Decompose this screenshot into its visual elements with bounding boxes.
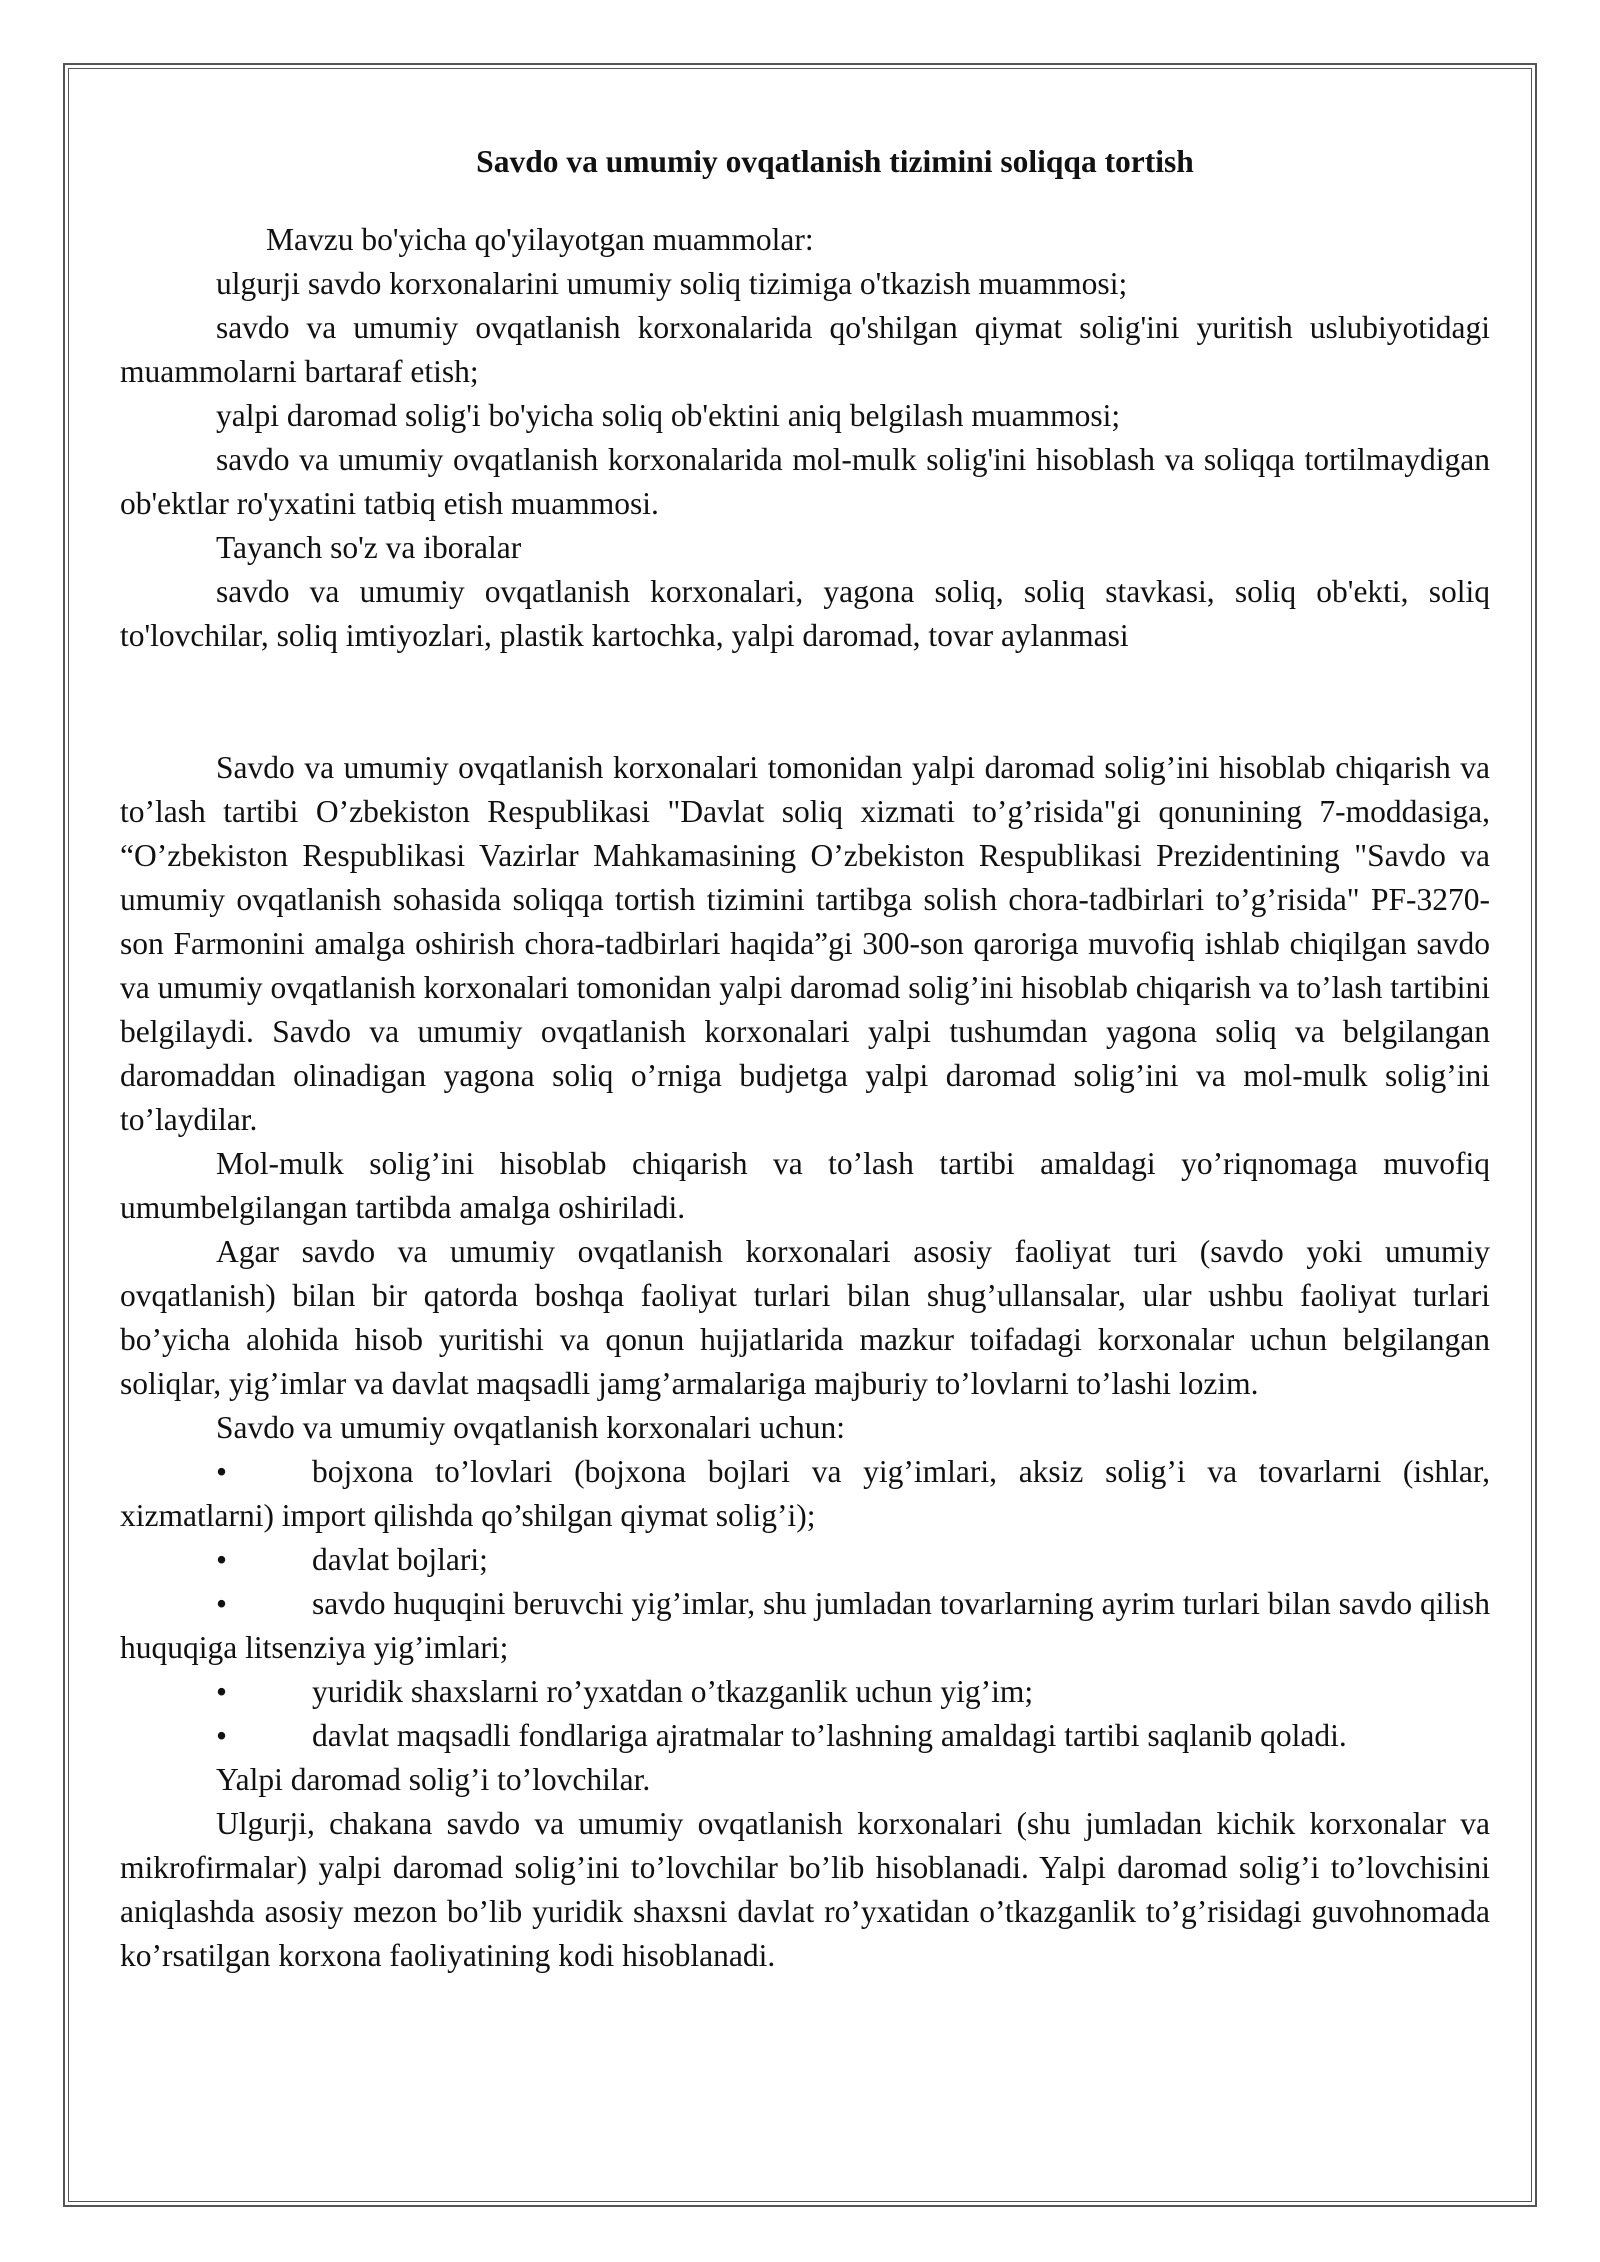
body-paragraph: Ulgurji, chakana savdo va umumiy ovqatlanish korxonalari (shu jumladan kichik korxonalar va mikrofirmalar) yalpi daromad solig’ini to’lovchilar bo’lib hisoblanadi. Yalpi daromad solig’i to’lovchisini aniqlashda asosiy mezon bo’lib yuridik shaxsni davlat ro’yxatidan o’tkazganlik to’g’risidagi guvohnomada ko’rsatilgan korxona faoliyatining kodi hisoblanadi. xyxy=(120,1806,1490,1973)
bullet-text: savdo huquqini beruvchi yig’imlar, shu jumladan tovarlarning ayrim turlari bilan savdo qilish huquqiga litsenziya yig’imlari; xyxy=(120,1586,1491,1665)
bullet-item xyxy=(120,1582,1490,1670)
problem-item: savdo va umumiy ovqatlanish korxonalarida mol-mulk solig'ini hisoblash va soliqqa tortilmaydigan ob'ektlar ro'yxatini tatbiq etish muammosi. xyxy=(120,442,1490,521)
bullet-text: davlat bojlari; xyxy=(312,1542,488,1577)
bullet-marker: • xyxy=(216,1718,228,1753)
bullet-text: davlat maqsadli fondlariga ajratmalar to’lashning amaldagi tartibi saqlanib qoladi. xyxy=(312,1718,1347,1753)
body-paragraph: Savdo va umumiy ovqatlanish korxonalari uchun: xyxy=(216,1410,846,1445)
bullet-item xyxy=(120,1670,1490,1714)
bullet-item xyxy=(120,1450,1490,1538)
body-paragraph: Mol-mulk solig’ini hisoblab chiqarish va to’lash tartibi amaldagi yo’riqnomaga muvofiq umumbelgilangan tartibda amalga oshiriladi. xyxy=(120,1146,1490,1225)
bullet-marker: • xyxy=(216,1586,228,1621)
keywords-heading: Tayanch so'z va iboralar xyxy=(216,530,522,565)
bullet-marker: • xyxy=(216,1542,228,1577)
document-title: Savdo va umumiy ovqatlanish tizimini soliqqa tortish xyxy=(476,144,1194,179)
section-spacer xyxy=(120,658,1490,746)
bullet-item xyxy=(120,1538,1490,1582)
bullet-marker: • xyxy=(216,1674,228,1709)
keywords-text: savdo va umumiy ovqatlanish korxonalari, yagona soliq, soliq stavkasi, soliq ob'ekti, soliq to'lovchilar, soliq imtiyozlari, plastik kartochka, yalpi daromad, tovar aylanmasi xyxy=(120,574,1490,653)
bullet-text: yuridik shaxslarni ro’yxatdan o’tkazganlik uchun yig’im; xyxy=(312,1674,1034,1709)
problems-heading: Mavzu bo'yicha qo'yilayotgan muammolar: xyxy=(266,222,814,257)
document-body xyxy=(120,140,1490,1978)
bullet-item xyxy=(120,1714,1490,1758)
body-paragraph: Agar savdo va umumiy ovqatlanish korxonalari asosiy faoliyat turi (savdo yoki umumiy ovqatlanish) bilan bir qatorda boshqa faoliyat turlari bilan shug’ullansalar, ular ushbu faoliyat turlari bo’yicha alohida hisob yuritishi va qonun hujjatlarida mazkur toifadagi korxonalar uchun belgilangan soliqlar, yig’imlar va davlat maqsadli jamg’armalariga majburiy to’lovlarni to’lashi lozim. xyxy=(120,1234,1490,1401)
body-paragraph: Savdo va umumiy ovqatlanish korxonalari tomonidan yalpi daromad solig’ini hisoblab chiqarish va to’lash tartibi O’zbekiston Respublikasi "Davlat soliq xizmati to’g’risida"gi qonunining 7-moddasiga, “O’zbekiston Respublikasi Vazirlar Mahkamasining O’zbekiston Respublikasi Prezidentining "Savdo va umumiy ovqatlanish sohasida soliqqa tortish tizimini tartibga solish chora-tadbirlari to’g’risida" PF-3270-son Farmonini amalga oshirish chora-tadbirlari haqida”gi 300-son qaroriga muvofiq ishlab chiqilgan savdo va umumiy ovqatlanish korxonalari tomonidan yalpi daromad solig’ini hisoblab chiqarish va to’lash tartibini belgilaydi. Savdo va umumiy ovqatlanish korxonalari yalpi tushumdan yagona soliq va belgilangan daromaddan olinadigan yagona soliq o’rniga budjetga yalpi daromad solig’ini va mol-mulk solig’ini to’laydilar. xyxy=(120,750,1490,1137)
body-paragraph: Yalpi daromad solig’i to’lovchilar. xyxy=(216,1762,651,1797)
bullet-marker: • xyxy=(216,1454,228,1489)
bullet-text: bojxona to’lovlari (bojxona bojlari va yig’imlari, aksiz solig’i va tovarlarni (ishlar, xizmatlarni) import qilishda qo’shilgan qiymat solig’i); xyxy=(120,1454,1490,1533)
problem-item: ulgurji savdo korxonalarini umumiy soliq tizimiga o'tkazish muammosi; xyxy=(216,266,1128,301)
problem-item: savdo va umumiy ovqatlanish korxonalarida qo'shilgan qiymat solig'ini yuritish uslubiyotidagi muammolarni bartaraf etish; xyxy=(120,310,1490,389)
problem-item: yalpi daromad solig'i bo'yicha soliq ob'ektini aniq belgilash muammosi; xyxy=(216,398,1121,433)
